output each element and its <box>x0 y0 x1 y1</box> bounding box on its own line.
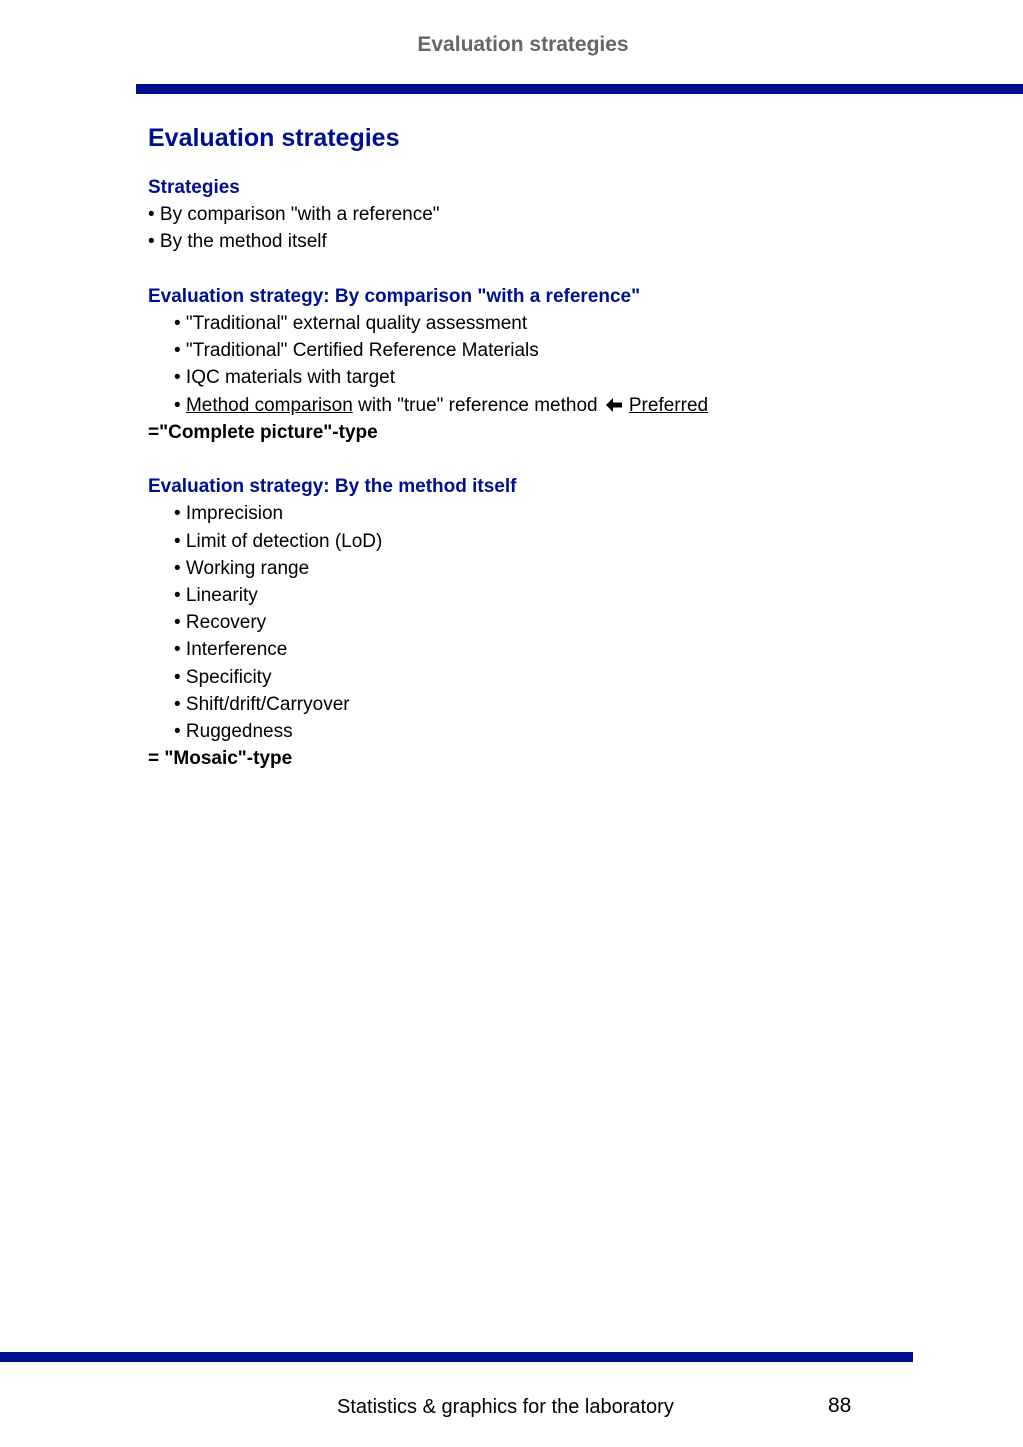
method-section-heading: Evaluation strategy: By the method itself <box>148 476 517 498</box>
method-comparison-text: Method comparison <box>185 394 353 416</box>
page-title: Evaluation strategies <box>148 124 400 152</box>
strategy-item: • By comparison "with a reference" <box>148 204 440 226</box>
method-item: • Interference <box>174 639 288 661</box>
method-item: • Limit of detection (LoD) <box>174 530 383 552</box>
method-item: • Recovery <box>174 612 267 634</box>
bottom-rule <box>0 1352 913 1362</box>
page-number: 88 <box>828 1394 852 1417</box>
mosaic-conclusion: = "Mosaic"-type <box>148 748 293 770</box>
strategies-heading: Strategies <box>148 177 240 198</box>
preferred-text: Preferred <box>628 394 709 416</box>
method-comparison-item <box>148 392 1008 419</box>
top-rule <box>136 84 1023 94</box>
reference-item: • IQC materials with target <box>174 367 395 389</box>
method-item: • Shift/drift/Carryover <box>174 693 350 715</box>
method-item: • Linearity <box>174 585 258 607</box>
reference-item: • "Traditional" external quality assessment <box>174 313 528 334</box>
method-item: • Working range <box>174 557 310 579</box>
complete-picture-conclusion: ="Complete picture"-type <box>148 421 378 443</box>
method-item: • Ruggedness <box>174 721 293 743</box>
spacer <box>148 446 1008 473</box>
bullet: • <box>174 394 186 416</box>
running-header: Evaluation strategies <box>417 33 629 56</box>
arrow-left-icon <box>605 392 623 419</box>
page-content <box>148 122 1008 772</box>
reference-item: • "Traditional" Certified Reference Materials <box>174 340 539 362</box>
strategy-item: • By the method itself <box>148 231 327 253</box>
footer-text: Statistics & graphics for the laboratory <box>337 1396 674 1418</box>
reference-method-text: with "true" reference method <box>352 394 603 416</box>
spacer <box>148 256 1008 283</box>
method-item: • Specificity <box>174 666 272 688</box>
reference-section-heading: Evaluation strategy: By comparison "with a reference" <box>148 285 641 307</box>
method-item: • Imprecision <box>174 503 284 525</box>
